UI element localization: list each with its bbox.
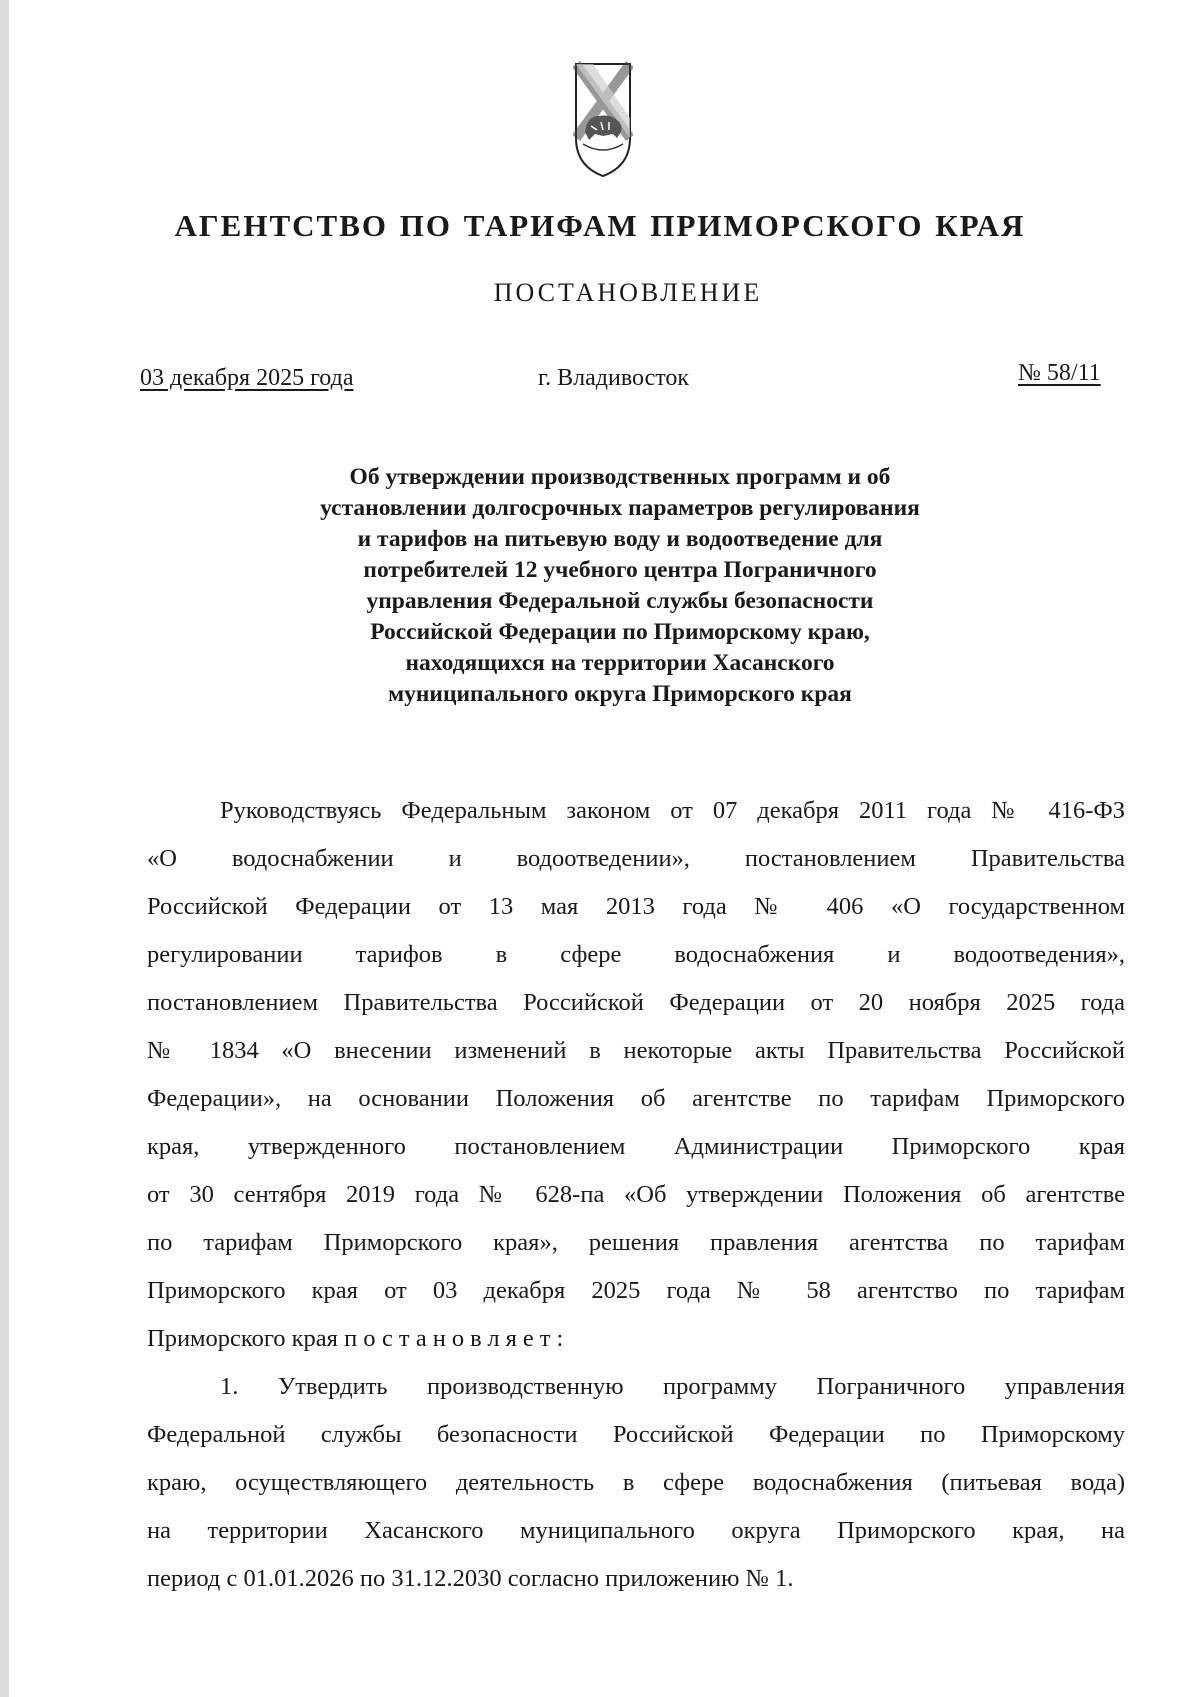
title-line: Об утверждении производственных программ и об (349, 464, 891, 490)
resolves-word: постановляет: (344, 1325, 570, 1352)
title-line: и тарифов на питьевую воду и водоотведение для (357, 526, 883, 552)
item-1-line: краю, осуществляющего деятельность в сфере водоснабжения (питьевая вода) (147, 1469, 1125, 1496)
preamble-line: «О водоснабжении и водоотведении», постановлением Правительства (147, 845, 1125, 872)
preamble-line: края, утвержденного постановлением Администрации Приморского края (147, 1133, 1125, 1160)
title-line: муниципального округа Приморского края (388, 681, 852, 707)
preamble-line: Федерации», на основании Положения об агентстве по тарифам Приморского (147, 1085, 1125, 1112)
item-1-line: период с 01.01.2026 по 31.12.2030 согласно приложению № 1. (147, 1565, 794, 1592)
title-line: находящихся на территории Хасанского (405, 650, 835, 676)
preamble-line: Руководствуясь Федеральным законом от 07 декабря 2011 года № 416-ФЗ (220, 797, 1125, 824)
title-line: потребителей 12 учебного центра Пограничного (363, 557, 877, 583)
scan-edge (0, 0, 9, 1697)
agency-name: АГЕНТСТВО ПО ТАРИФАМ ПРИМОРСКОГО КРАЯ (174, 208, 1026, 243)
title-line: Российской Федерации по Приморскому краю, (370, 619, 870, 645)
item-1-line: на территории Хасанского муниципального округа Приморского края, на (147, 1517, 1125, 1544)
preamble-line: Российской Федерации от 13 мая 2013 года № 406 «О государственном (147, 893, 1125, 920)
item-1-line: Федеральной службы безопасности Российской Федерации по Приморскому (147, 1421, 1125, 1448)
preamble-line: Приморского края от 03 декабря 2025 года № 58 агентство по тарифам (147, 1277, 1125, 1304)
preamble-last-line (147, 1315, 1125, 1363)
preamble-last-prefix: Приморского края (147, 1325, 345, 1352)
item-1-line: 1. Утвердить производственную программу Пограничного управления (220, 1373, 1125, 1400)
document-body (147, 787, 1125, 1603)
preamble-line: регулировании тарифов в сфере водоснабжения и водоотведения», (147, 941, 1125, 968)
title-line: управления Федеральной службы безопасности (366, 588, 874, 614)
document-date: 03 декабря 2025 года (140, 365, 354, 391)
preamble-line: постановлением Правительства Российской Федерации от 20 ноября 2025 года (147, 989, 1125, 1016)
preamble-line: по тарифам Приморского края», решения правления агентства по тарифам (147, 1229, 1125, 1256)
preamble-line: от 30 сентября 2019 года № 628-па «Об утверждении Положения об агентстве (147, 1181, 1125, 1208)
document-number: № 58/11 (1018, 360, 1101, 386)
document-title (200, 462, 1040, 710)
title-line: установлении долгосрочных параметров регулирования (320, 495, 920, 521)
coat-of-arms-emblem (573, 60, 633, 180)
document-type: ПОСТАНОВЛЕНИЕ (493, 278, 763, 307)
preamble-line: № 1834 «О внесении изменений в некоторые акты Правительства Российской (147, 1037, 1125, 1064)
document-city: г. Владивосток (538, 365, 690, 391)
